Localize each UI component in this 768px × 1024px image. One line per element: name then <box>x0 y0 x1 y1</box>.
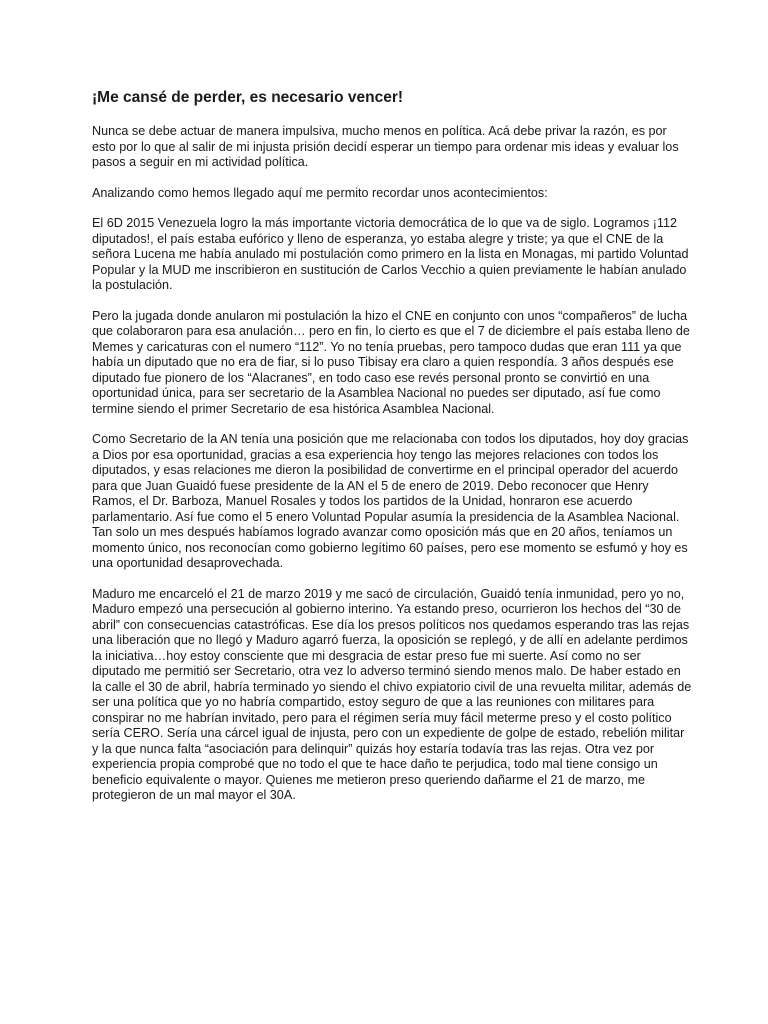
paragraph-cne-postulation: Pero la jugada donde anularon mi postulación la hizo el CNE en conjunto con unos “compañeros” de lucha que colaboraron para esa anulación… pero en fin, lo cierto es que el 7 de diciembre el país estaba lleno de Memes y caricaturas con el numero “112”. Yo no tenía pruebas, pero tampoco dudas que eran 111 ya que había un diputado que no era de fiar, si lo puso Tibisay era claro a quien respondía. 3 años después ese diputado fue pionero de los “Alacranes”, en todo caso ese revés personal pronto se convirtió en una oportunidad única, para ser secretario de la Asamblea Nacional no puedes ser diputado, así fue como termine siendo el primer Secretario de esa histórica Asamblea Nacional. <box>92 308 690 416</box>
paragraph-intro: Nunca se debe actuar de manera impulsiva, mucho menos en política. Acá debe privar la razón, es por esto por lo que al salir de mi injusta prisión decidí esperar un tiempo para ordenar mis ideas y evaluar los pasos a seguir en mi actividad política. <box>92 124 679 169</box>
paragraph-6d-2015: El 6D 2015 Venezuela logro la más importante victoria democrática de lo que va de siglo. Logramos ¡112 diputados!, el país estaba eufórico y lleno de esperanza, yo estaba alegre y triste; ya que el CNE de la señora Lucena me había anulado mi postulación como primero en la lista en Monagas, mi partido Voluntad Popular y la MUD me inscribieron en sustitución de Carlos Vecchio a quien previamente le habían anulado la postulación. <box>92 216 689 292</box>
paragraph-analysis: Analizando como hemos llegado aquí me permito recordar unos acontecimientos: <box>92 185 548 200</box>
document-title: ¡Me cansé de perder, es necesario vencer! <box>92 89 404 106</box>
paragraph-imprisonment: Maduro me encarceló el 21 de marzo 2019 y me sacó de circulación, Guaidó tenía inmunidad, pero yo no, Maduro empezó una persecución al gobierno interino. Ya estando preso, ocurrieron los hechos del “30 de abril” con consecuencias catastróficas. Ese día los presos políticos nos quedamos esperando tras las rejas una liberación que no llegó y Maduro agarró fuerza, la oposición se replegó, y de allí en adelante perdimos la iniciativa…hoy estoy consciente que mi desgracia de estar preso fue mi suerte. Así como no ser diputado me permitió ser Secretario, otra vez lo adverso terminó siendo menos malo. De haber estado en la calle el 30 de abril, habría terminado yo siendo el chivo expiatorio civil de una revuelta militar, además de ser una política que yo no habría compartido, estoy seguro de que a las reuniones con militares para conspirar no me habrían invitado, pero para el régimen sería muy fácil meterme preso y el costo político sería CERO. Sería una cárcel igual de injusta, pero con un expediente de golpe de estado, rebelión militar y la que nunca falta “asociación para delinquir” quizás hoy estaría todavía tras las rejas. Otra vez por experiencia propia comprobé que no todo el que te hace daño te perjudica, todo mal tiene consigo un beneficio equivalente o mayor. Quienes me metieron preso queriendo dañarme el 21 de marzo, me protegieron de un mal mayor el 30A. <box>92 586 692 802</box>
document-page <box>92 88 692 819</box>
paragraph-an-secretary: Como Secretario de la AN tenía una posición que me relacionaba con todos los diputados, hoy doy gracias a Dios por esa oportunidad, gracias a esa experiencia hoy tengo las mejores relaciones con todos los diputados, y esas relaciones me dieron la posibilidad de convertirme en el principal operador del acuerdo para que Juan Guaidó fuese presidente de la AN el 5 de enero de 2019. Debo reconocer que Henry Ramos, el Dr. Barboza, Manuel Rosales y todos los partidos de la Unidad, honraron ese acuerdo parlamentario. Así fue como el 5 enero Voluntad Popular asumía la presidencia de la Asamblea Nacional. Tan solo un mes después habíamos logrado avanzar como oposición más que en 20 años, teníamos un momento único, nos reconocían como gobierno legítimo 60 países, pero ese momento se esfumó y hoy es una oportunidad desaprovechada. <box>92 432 689 570</box>
